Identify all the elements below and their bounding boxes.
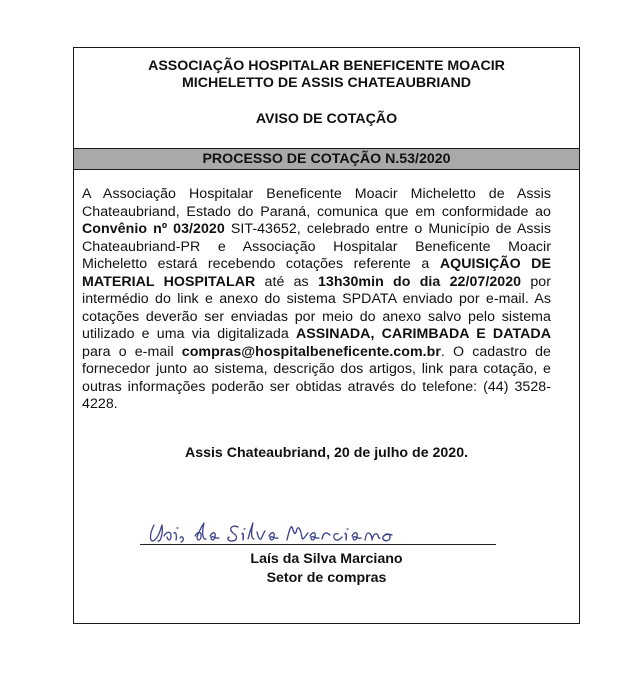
deadline: 13h30min do dia 22/07/2020 bbox=[317, 273, 522, 290]
body-text-2: SIT-43652, celebrado entre o Município de Assis Chateaubriand-PR e Associação Hospitalar Beneficente Moacir Micheletto estará recebendo cotações referente a bbox=[82, 221, 551, 272]
handwritten-signature bbox=[140, 505, 496, 545]
institution-name-line-2: MICHELETTO DE ASSIS CHATEAUBRIAND bbox=[181, 75, 471, 91]
notice-body bbox=[82, 186, 551, 414]
signer-name: Laís da Silva Marciano bbox=[250, 551, 403, 567]
institution-header bbox=[74, 48, 579, 92]
body-text-6: . O cadastro de fornecedor junto ao sistema, descrição dos artigos, link para cotação, e outras informações poderão ser obtidas através do telefone: (44) 3528-4228. bbox=[82, 343, 551, 412]
signer-block bbox=[74, 550, 579, 588]
contact-email[interactable]: compras@hospitalbeneficente.com.br bbox=[181, 343, 441, 360]
notice-title: AVISO DE COTAÇÃO bbox=[255, 111, 398, 127]
body-text-4: por intermédio do link e anexo do sistema SPDATA enviado por e-mail. As cotações deverão ser enviadas por meio do anexo salvo pelo sistema utilizado e uma via digitalizada bbox=[82, 273, 551, 342]
agreement-number: Convênio nº 03/2020 bbox=[82, 221, 225, 237]
signature-requirements: ASSINADA, CARIMBADA E DATADA bbox=[295, 326, 551, 342]
place-and-date: Assis Chateaubriand, 20 de julho de 2020. bbox=[184, 444, 469, 461]
signer-department: Setor de compras bbox=[266, 570, 387, 586]
body-text-5: para o e-mail bbox=[82, 343, 182, 360]
body-text-1: A Associação Hospitalar Beneficente Moacir Micheletto de Assis Chateaubriand, Estado do Paraná, comunica que em conformidade ao bbox=[82, 186, 551, 220]
institution-name-line-1: ASSOCIAÇÃO HOSPITALAR BENEFICENTE MOACIR bbox=[148, 58, 505, 74]
signature-line bbox=[140, 544, 496, 545]
purchase-subject: AQUISIÇÃO DE MATERIAL HOSPITALAR bbox=[82, 256, 551, 290]
notice-frame bbox=[73, 47, 580, 624]
process-number: PROCESSO DE COTAÇÃO N.53/2020 bbox=[202, 151, 451, 167]
process-number-bar bbox=[74, 148, 579, 170]
body-text-3: até as bbox=[255, 273, 318, 290]
